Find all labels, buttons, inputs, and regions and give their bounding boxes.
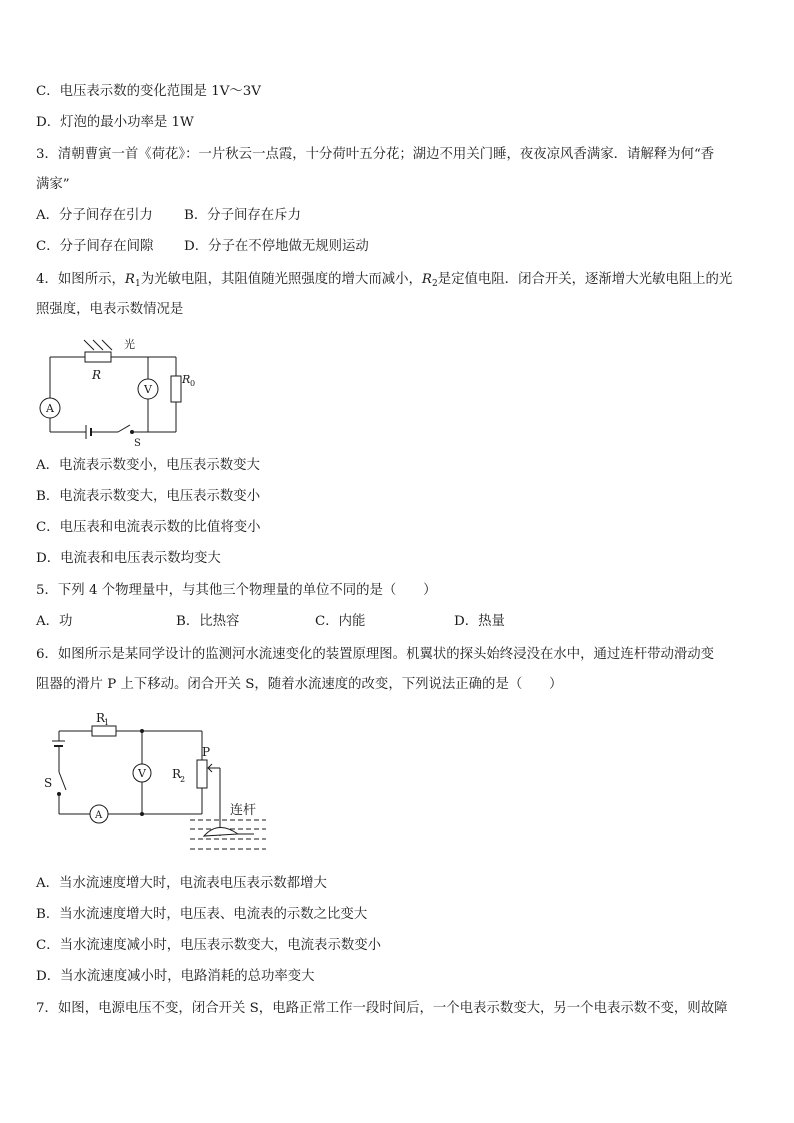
q2-option-c: C．电压表示数的变化范围是 1V～3V	[36, 84, 261, 99]
p-label: P	[202, 745, 211, 759]
q3-option-c: C．分子间存在间隙	[36, 239, 154, 254]
fixed-resistor-symbol	[171, 376, 181, 402]
photoresistor-symbol	[85, 352, 111, 362]
q3-stem-line1: 3．清朝曹寅一首《荷花》：一片秋云一点霞，十分荷叶五分花；湖边不用关门睡，夜夜凉风香满家．请解释为何“香	[36, 147, 715, 162]
q7-stem: 7．如图，电源电压不变，闭合开关 S，电路正常工作一段时间后，一个电表示数变大，另一个电表示数不变，则故障	[36, 1001, 728, 1016]
s-label: S	[134, 438, 141, 448]
q2-option-d: D．灯泡的最小功率是 1W	[36, 115, 194, 130]
q3-option-b: B．分子间存在斥力	[184, 208, 301, 223]
q6-stem-line2: 阻器的滑片 P 上下移动。闭合开关 S，随着水流速度的改变，下列说法正确的是（ ）	[36, 677, 563, 692]
q5-option-d: D．热量	[454, 614, 505, 629]
q3-option-d: D．分子在不停地做无规则运动	[184, 239, 369, 254]
v-label-2: V	[138, 767, 146, 780]
q5-option-a: A．功	[36, 614, 73, 629]
r0-label: R	[182, 373, 191, 386]
r1-label: R	[96, 711, 106, 725]
q3-stem-line2: 满家”	[36, 177, 70, 192]
q5-stem: 5．下列 4 个物理量中，与其他三个物理量的单位不同的是（ ）	[36, 583, 437, 598]
q6-circuit-diagram	[40, 708, 275, 860]
q5-option-c: C．内能	[315, 614, 366, 629]
q4-option-d: D．电流表和电压表示数均变大	[36, 551, 221, 566]
q4-option-c: C．电压表和电流表示数的比值将变小	[36, 520, 261, 535]
r2-label: R	[172, 767, 182, 781]
q6-option-d: D．当水流速度减小时，电路消耗的总功率变大	[36, 969, 315, 984]
r-label: R	[92, 368, 102, 382]
q3-option-a: A．分子间存在引力	[36, 208, 153, 223]
q6-option-b: B．当水流速度增大时，电压表、电流表的示数之比变大	[36, 907, 368, 922]
r1-sub-label: 1	[104, 718, 110, 727]
r2-sub-label: 2	[180, 775, 186, 784]
a-label: A	[46, 402, 54, 415]
q6-option-c: C．当水流速度减小时，电压表示数变大，电流表示数变小	[36, 938, 382, 953]
rod-label: 连杆	[230, 803, 257, 818]
r0-sub-label: 0	[190, 379, 196, 388]
s-label-2: S	[44, 776, 53, 790]
q5-option-b: B．比热容	[176, 614, 240, 629]
q4-stem-line1: 4．如图所示，$R_1$为光敏电阻，其阻值随光照强度的增大而减小，$R_2$是定值电阻．闭合开关，逐渐增大光敏电阻上的光	[36, 272, 733, 289]
q6-option-a: A．当水流速度增大时，电流表电压表示数都增大	[36, 876, 327, 891]
a-label-2: A	[95, 810, 103, 821]
v-label: V	[144, 383, 152, 396]
r2-rheostat-symbol	[197, 760, 207, 788]
q6-stem-line1: 6．如图所示是某同学设计的监测河水流速变化的装置原理图。机翼状的探头始终浸没在水中，通过连杆带动滑动变	[36, 647, 715, 662]
light-label: 光	[124, 338, 135, 351]
r1-resistor-symbol	[92, 726, 116, 736]
q4-option-b: B．电流表示数变大，电压表示数变小	[36, 489, 261, 504]
q4-stem-line2: 照强度，电表示数情况是	[36, 302, 184, 317]
q4-circuit-diagram	[30, 328, 220, 448]
q4-option-a: A．电流表示数变小，电压表示数变大	[36, 458, 260, 473]
